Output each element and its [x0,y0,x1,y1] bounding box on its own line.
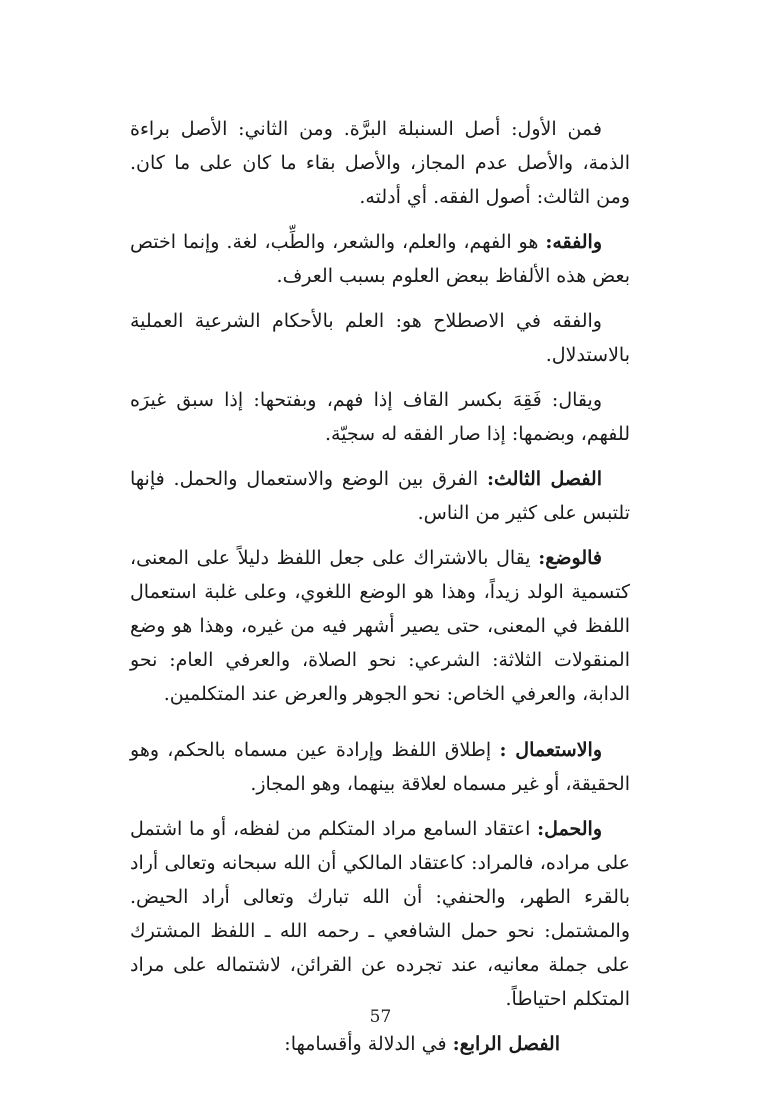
paragraph-text: اعتقاد السامع مراد المتكلم من لفظه، أو ما اشتمل على مراده، فالمراد: كاعتقاد المالكي أن الله سبحانه وتعالى أراد بالقرء الطهر، والحنفي: أن الله تبارك وتعالى أراد الحيض. والمشتمل: نحو حمل الشافعي ـ رحمه الله ـ اللفظ المشترك على جملة معانيه، عند تجرده عن القرائن، لاشتماله على مراد المتكلم احتياطاً. [130,818,630,1010]
paragraph-text: ويقال: فَقِهَ بكسر القاف إذا فهم، وبفتحها: إذا سبق غيرَه للفهم، وبضمها: إذا صار الفقه له سجيّة. [130,389,630,445]
paragraph-text: فمن الأول: أصل السنبلة البرَّة. ومن الثاني: الأصل براءة الذمة، والأصل عدم المجاز، والأصل بقاء ما كان على ما كان. ومن الثالث: أصول الفقه. أي أدلته. [130,118,630,208]
paragraph-faqiha [130,383,630,451]
paragraph-text: والفقه في الاصطلاح هو: العلم بالأحكام الشرعية العملية بالاستدلال. [130,310,630,366]
paragraph-text: الفرق بين الوضع والاستعمال والحمل. فإنها تلتبس على كثير من الناس. [130,468,630,524]
paragraph-term: والحمل: [537,818,602,840]
paragraph-fiqh-term [130,304,630,372]
section-heading: الفصل الثالث: [486,468,602,490]
paragraph-text: هو الفهم، والعلم، والشعر، والطِّب، لغة. وإنما اختص بعض هذه الألفاظ ببعض العلوم بسبب العرف. [130,231,630,287]
paragraph-term: والاستعمال : [499,739,602,761]
paragraph-text: إطلاق اللفظ وإرادة عين مسماه بالحكم، وهو الحقيقة، أو غير مسماه لعلاقة بينهما، وهو المجاز. [130,739,630,795]
paragraph-fiqh-language [130,225,630,293]
page-text-block [130,112,630,1072]
paragraph-haml [130,812,630,1016]
section-heading: الفصل الرابع: [452,1033,560,1055]
paragraph-term: والفقه: [545,231,602,253]
paragraph-istimal [130,733,630,801]
paragraph-term: فالوضع: [538,547,602,569]
paragraph-text: يقال بالاشتراك على جعل اللفظ دليلاً على المعنى، كتسمية الولد زيداً، وهذا هو الوضع اللغوي، وعلى غلبة استعمال اللفظ في المعنى، حتى يصير أشهر فيه من غيره، وهذا هو وضع المنقولات الثلاثة: الشرعي: نحو الصلاة، والعرفي العام: نحو الدابة، والعرفي الخاص: نحو الجوهر والعرض عند المتكلمين. [130,547,630,705]
paragraph-wad [130,541,630,711]
page-number: 57 [369,1007,392,1027]
paragraph-text: في الدلالة وأقسامها: [284,1033,453,1055]
paragraph-origins [130,112,630,214]
section-three-heading [130,462,630,530]
section-four-heading [130,1027,630,1061]
